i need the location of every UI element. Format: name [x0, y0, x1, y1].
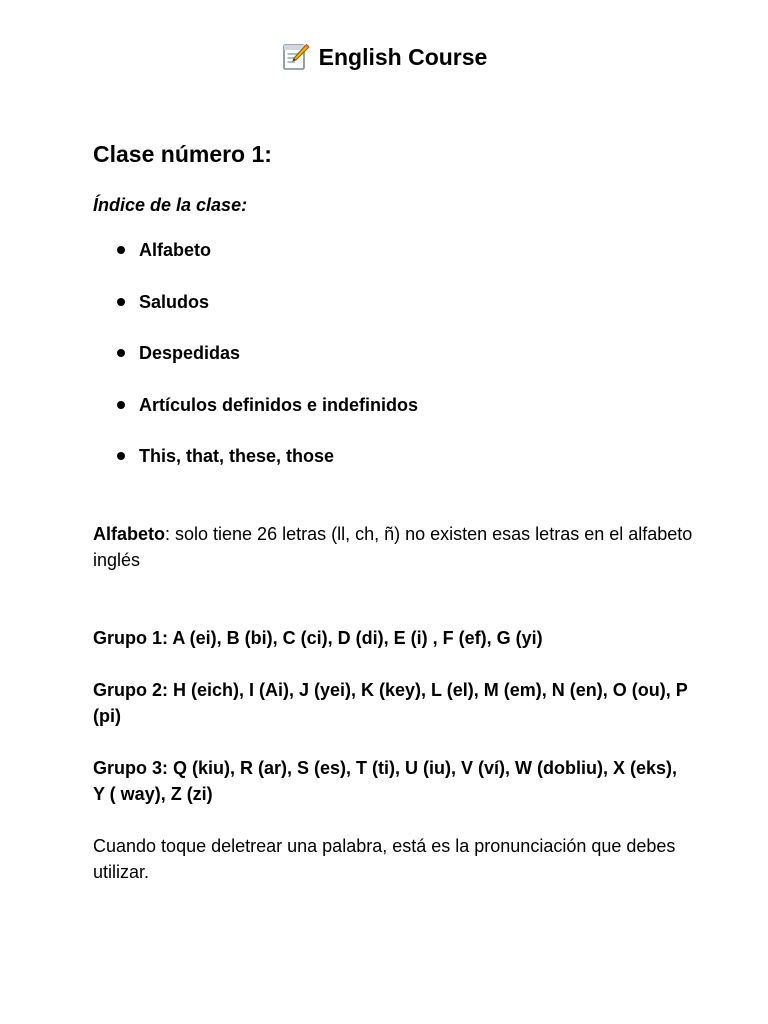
alphabet-term: Alfabeto	[93, 524, 165, 544]
list-item	[93, 289, 693, 315]
list-item	[93, 392, 693, 418]
memo-icon	[281, 41, 311, 71]
list-item-label: Alfabeto	[139, 240, 211, 260]
bullet-icon	[117, 298, 125, 306]
document-title	[0, 40, 768, 74]
lesson-heading: Clase número 1:	[93, 141, 272, 167]
list-item-label: Despedidas	[139, 343, 241, 363]
alphabet-group-2: Grupo 2: H (eich), I (Ai), J (yei), K (key), L (el), M (em), N (en), O (ou), P (pi)	[93, 680, 688, 726]
alphabet-group-1: Grupo 1: A (ei), B (bi), C (ci), D (di), E (i) , F (ef), G (yi)	[93, 628, 543, 648]
alphabet-description: : solo tiene 26 letras (ll, ch, ñ) no existen esas letras en el alfabeto inglés	[93, 524, 693, 570]
list-item	[93, 443, 693, 469]
alphabet-intro	[93, 521, 693, 573]
bullet-icon	[117, 349, 125, 357]
bullet-icon	[117, 246, 125, 254]
index-heading: Índice de la clase:	[93, 195, 248, 215]
list-item	[93, 237, 693, 263]
bullet-icon	[117, 401, 125, 409]
list-item-label: Saludos	[139, 291, 210, 312]
list-item-label: This, that, these, those	[139, 446, 335, 466]
alphabet-group-3: Grupo 3: Q (kiu), R (ar), S (es), T (ti), U (iu), V (ví), W (dobliu), X (eks), Y ( way), Z (zi)	[93, 758, 677, 804]
list-item	[93, 340, 693, 366]
document-title-text: English Course	[318, 44, 488, 70]
list-item-label: Artículos definidos e indefinidos	[139, 394, 419, 415]
index-list	[93, 237, 693, 469]
closing-paragraph: Cuando toque deletrear una palabra, está es la pronunciación que debes utilizar.	[93, 836, 676, 882]
bullet-icon	[117, 452, 125, 460]
document-body	[93, 136, 693, 885]
